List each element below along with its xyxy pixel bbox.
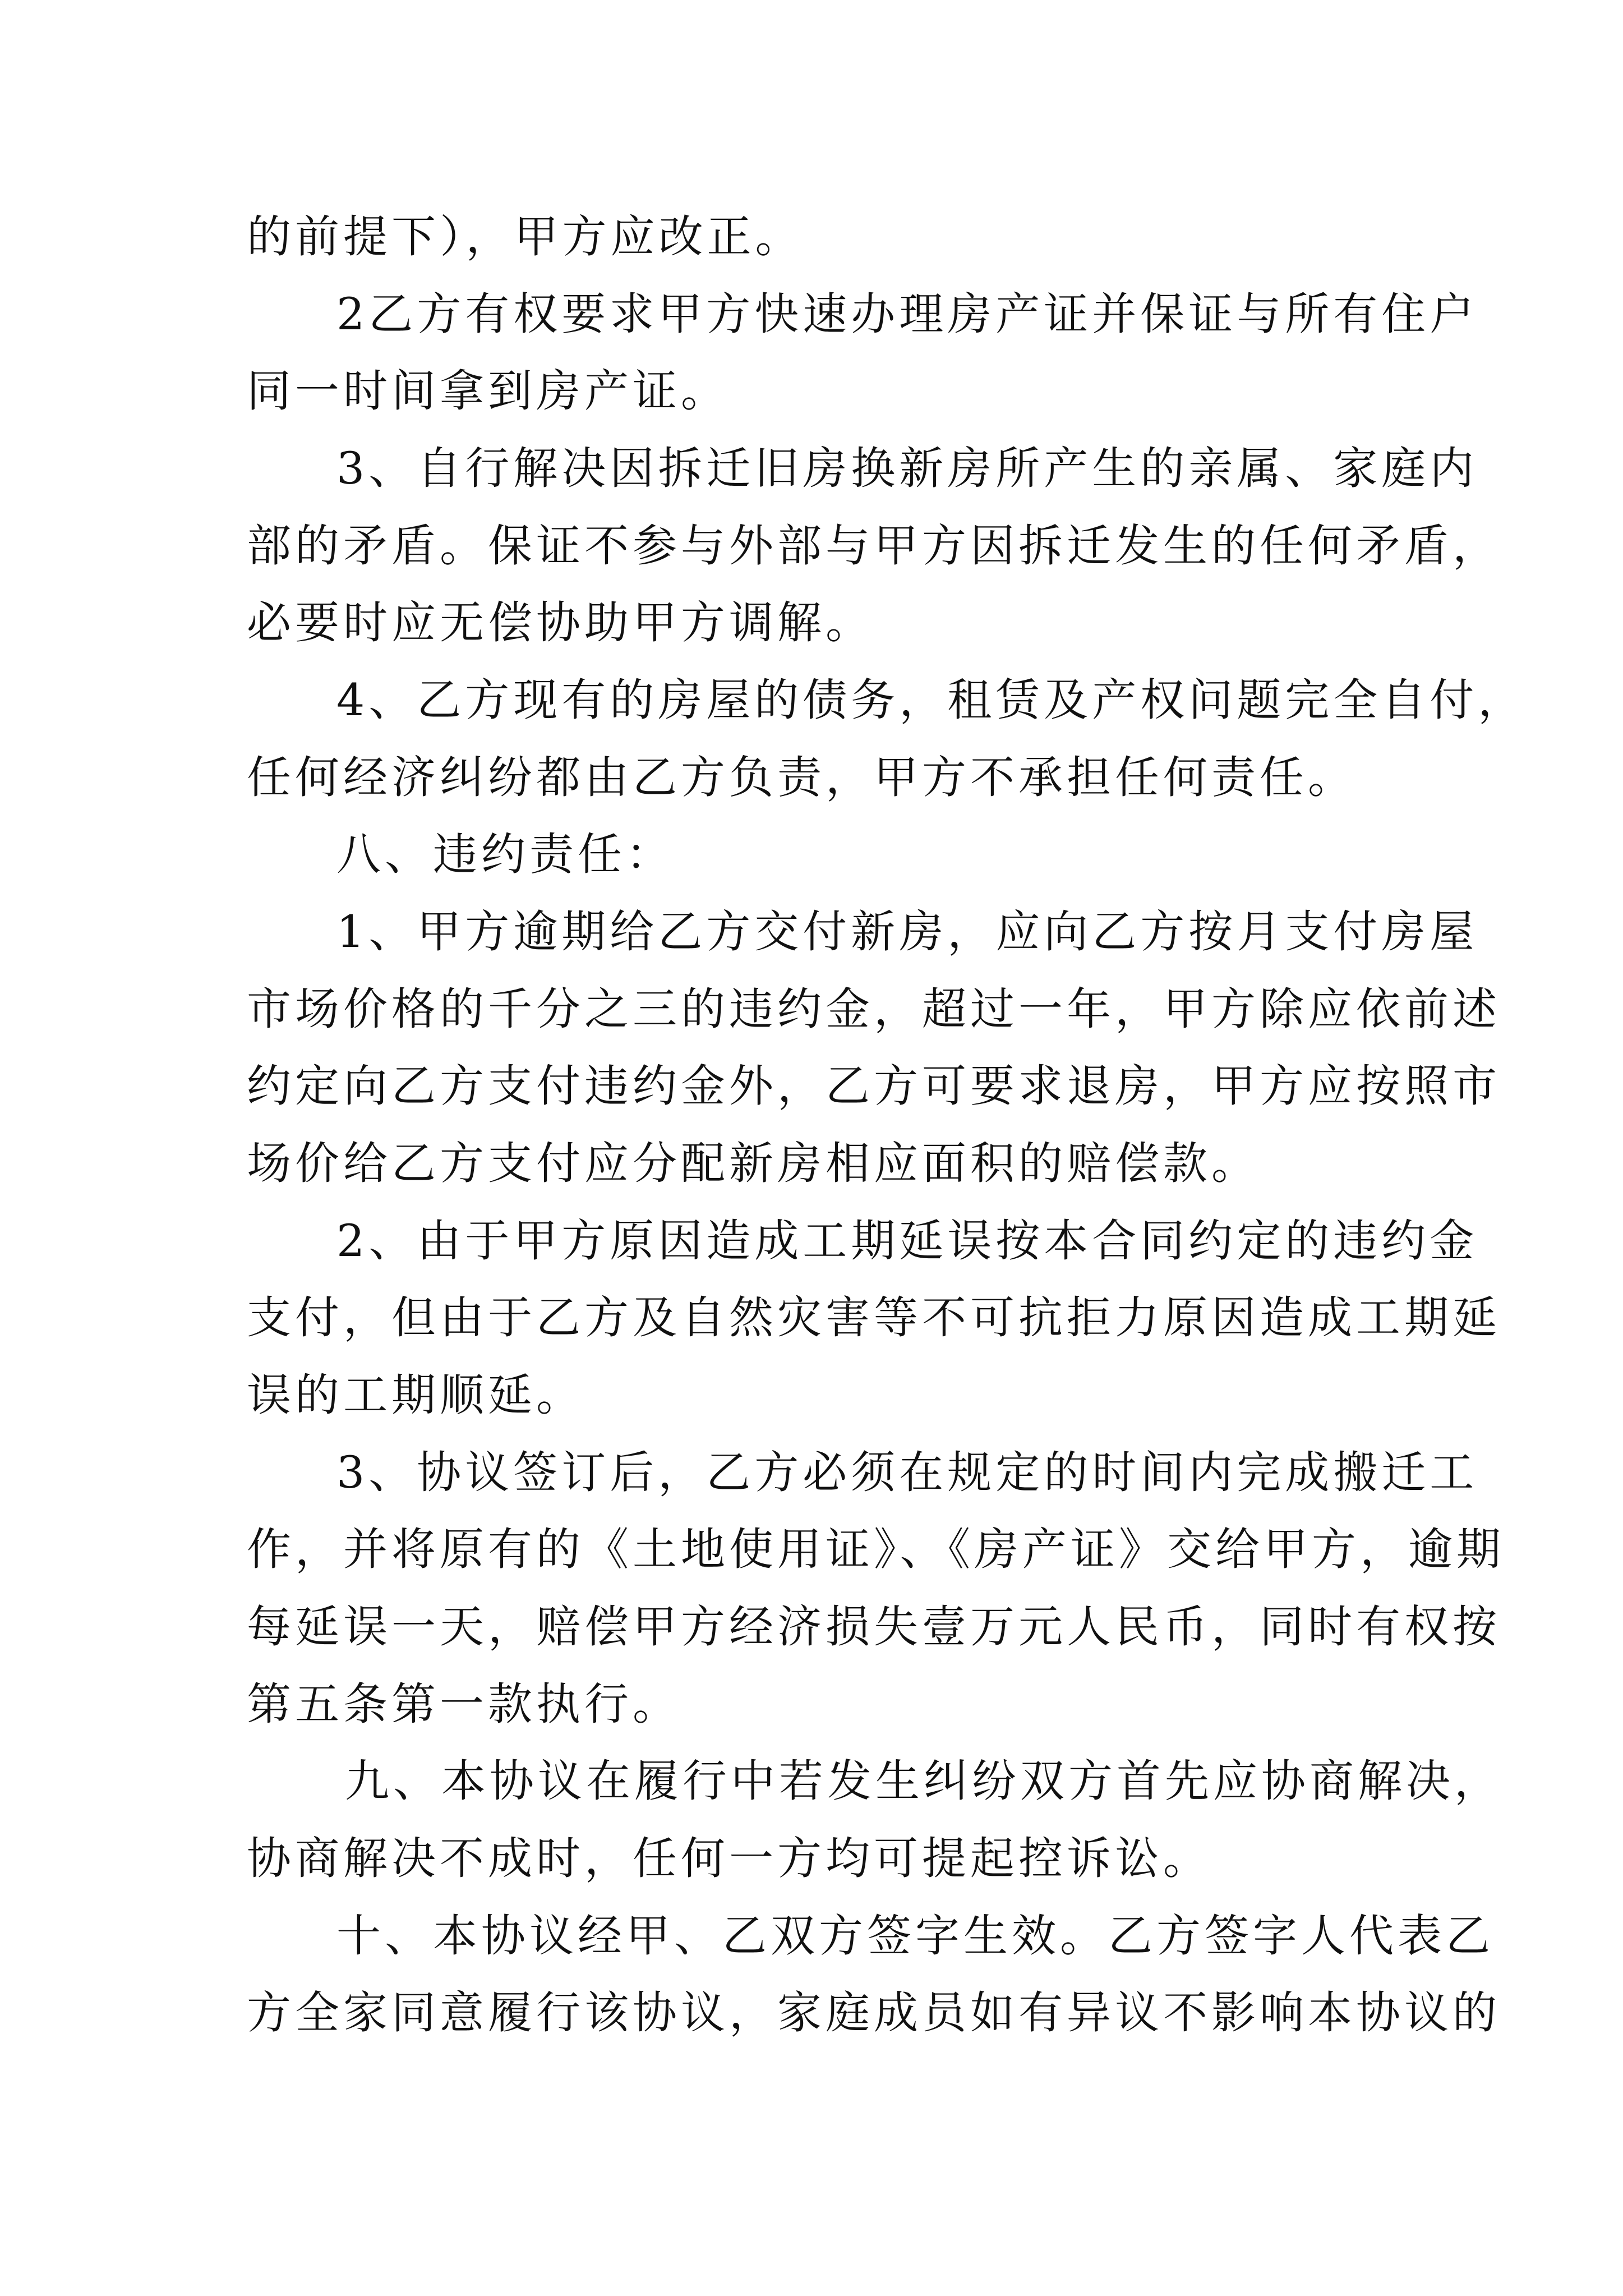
section-heading: 八、违约责任： [336,829,674,880]
text-line: 协商解决不成时，任何一方均可提起控诉讼。 [247,1833,1211,1884]
text-line: 任何经济纠纷都由乙方负责，甲方不承担任何责任。 [247,752,1356,803]
text-line: 必要时应无偿协助甲方调解。 [247,597,874,648]
text-line: 1、甲方逾期给乙方交付新房，应向乙方按月支付房屋 [336,906,1478,958]
text-line: 方全家同意履行该协议，家庭成员如有异议不影响本协议的 [247,1987,1501,2039]
text-line: 每延误一天，赔偿甲方经济损失壹万元人民币，同时有权按 [247,1601,1501,1653]
text-line: 第五条第一款执行。 [247,1678,681,1730]
text-line: 2、由于甲方原因造成工期延误按本合同约定的违约金 [336,1215,1478,1267]
text-line: 场价给乙方支付应分配新房相应面积的赔偿款。 [247,1138,1260,1189]
text-line: 误的工期顺延。 [247,1369,584,1421]
text-line: 九、本协议在履行中若发生纠纷双方首先应协商解决， [345,1755,1502,1807]
text-line: 2乙方有权要求甲方快速办理房产证并保证与所有住户 [336,288,1478,340]
text-line: 作，并将原有的《土地使用证》、《房产证》交给甲方，逾期 [247,1524,1505,1575]
text-line: 同一时间拿到房产证。 [247,365,729,417]
text-line: 4、乙方现有的房屋的债务，租赁及产权问题完全自付， [336,674,1527,726]
text-line: 3、自行解决因拆迁旧房换新房所产生的亲属、家庭内 [336,443,1478,494]
text-line: 市场价格的千分之三的违约金，超过一年，甲方除应依前述 [247,983,1501,1035]
text-line: 的前提下），甲方应改正。 [247,211,804,263]
text-line: 部的矛盾。保证不参与外部与甲方因拆迁发生的任何矛盾， [247,520,1501,572]
text-line: 支付，但由于乙方及自然灾害等不可抗拒力原因造成工期延 [247,1292,1501,1343]
text-line: 3、协议签订后，乙方必须在规定的时间内完成搬迁工 [336,1447,1478,1498]
text-line: 约定向乙方支付违约金外，乙方可要求退房，甲方应按照市 [247,1060,1501,1112]
text-line: 十、本协议经甲、乙双方签字生效。乙方签字人代表乙 [336,1910,1494,1962]
